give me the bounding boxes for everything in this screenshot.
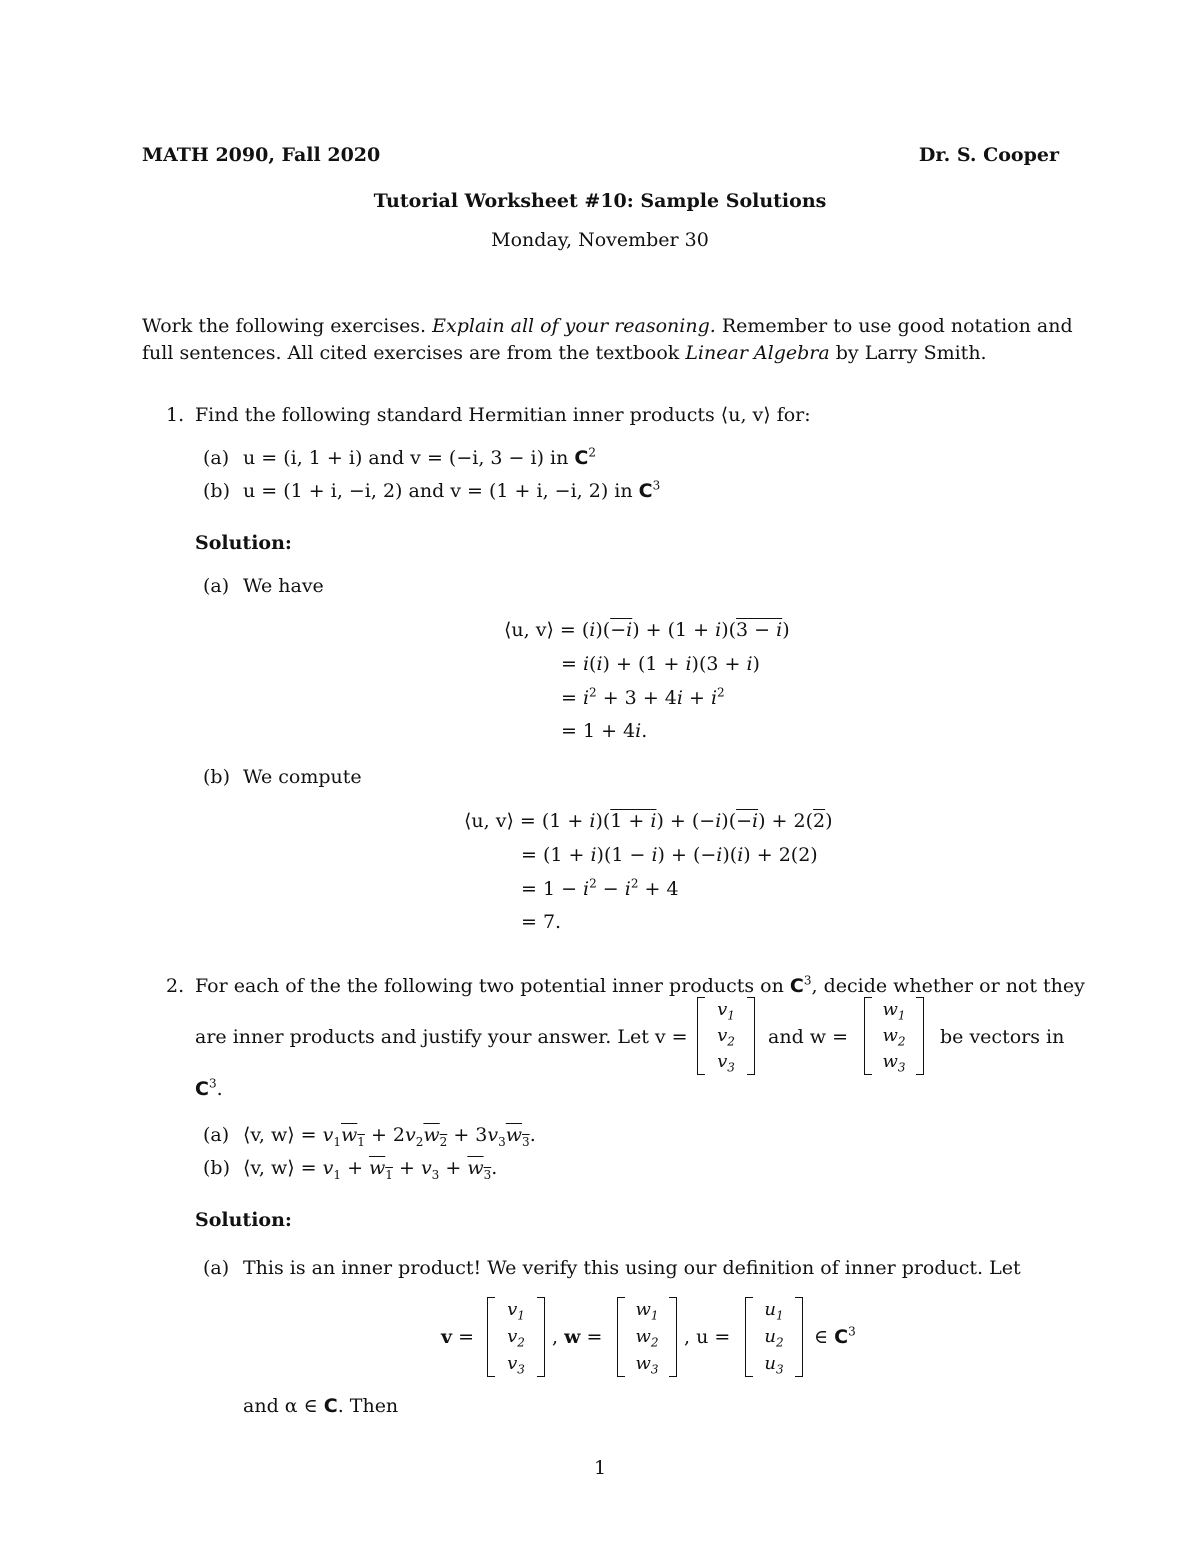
def-v-vector: $v_1$ $v_2$ $v_3$	[487, 1297, 545, 1377]
q2-w-vector: $w_1$ $w_2$ $w_3$	[864, 997, 924, 1075]
q2-b-formula: ⟨v, w⟩ = $v_1 + w_1 + v_3 + w_3$.	[243, 1157, 498, 1182]
q1-b-text: u = (1 + i, −i, 2) and v = (1 + i, −i, 2) in $C^3$	[243, 478, 661, 502]
worksheet-title: Tutorial Worksheet #10: Sample Solutions	[373, 190, 827, 212]
course-title: MATH 2090, Fall 2020	[142, 144, 381, 166]
q1-b-label: (b)	[203, 480, 230, 502]
q1-solution-heading: Solution:	[195, 532, 292, 554]
q2-v-vector: $v_1$ $v_2$ $v_3$	[697, 997, 755, 1075]
q2-line-2b: and w =	[768, 1026, 848, 1048]
worksheet-date: Monday, November 30	[491, 229, 709, 251]
def-u-label: , u =	[684, 1326, 731, 1348]
intro-line-1: Work the following exercises. Explain all of your reasoning. Remember to use good notation and	[142, 315, 1073, 337]
q1-sa-label: (a)	[203, 575, 230, 597]
q1-a-label: (a)	[203, 447, 230, 469]
q2-solution-heading: Solution:	[195, 1209, 292, 1231]
def-in-C3: ∈ $C^3$	[814, 1324, 856, 1348]
page-number: 1	[593, 1457, 607, 1479]
q2-line-3: $C^3$.	[195, 1076, 223, 1100]
q2-a-formula: ⟨v, w⟩ = $v_1w_1 + 2v_2w_2 + 3v_3w_3$.	[243, 1124, 536, 1149]
def-w-label: , w =	[552, 1326, 603, 1348]
q2-and-alpha: and α ∈ C. Then	[243, 1395, 399, 1417]
def-w-vector: $w_1$ $w_2$ $w_3$	[617, 1297, 677, 1377]
q1-sb-text: We compute	[243, 766, 362, 788]
def-v-label: v =	[441, 1326, 475, 1348]
q1-prompt: Find the following standard Hermitian inner products ⟨u, v⟩ for:	[195, 404, 811, 426]
instructor-name: Dr. S. Cooper	[918, 144, 1059, 166]
q1-sa-text: We have	[243, 575, 324, 597]
q2-a-label: (a)	[203, 1124, 230, 1146]
intro-line-2: full sentences. All cited exercises are from the textbook Linear Algebra by Larry Smith.	[142, 342, 987, 364]
q2-b-label: (b)	[203, 1157, 230, 1179]
q2-sa-label: (a)	[203, 1257, 230, 1279]
q2-line-2c: be vectors in	[940, 1026, 1065, 1048]
q1-sb-label: (b)	[203, 766, 230, 788]
q1-a-text: u = (i, 1 + i) and v = (−i, 3 − i) in $C^2$	[243, 445, 596, 469]
q2-line-2a: are inner products and justify your answer. Let v =	[195, 1026, 688, 1048]
q2-sa-text: This is an inner product! We verify this using our definition of inner product. Let	[243, 1257, 1021, 1279]
def-u-vector: $u_1$ $u_2$ $u_3$	[745, 1297, 803, 1377]
q2-line-1: For each of the the following two potential inner products on $C^3$, decide whether or not they	[195, 973, 1085, 997]
q1-number: 1.	[166, 404, 185, 426]
q2-number: 2.	[166, 975, 185, 997]
